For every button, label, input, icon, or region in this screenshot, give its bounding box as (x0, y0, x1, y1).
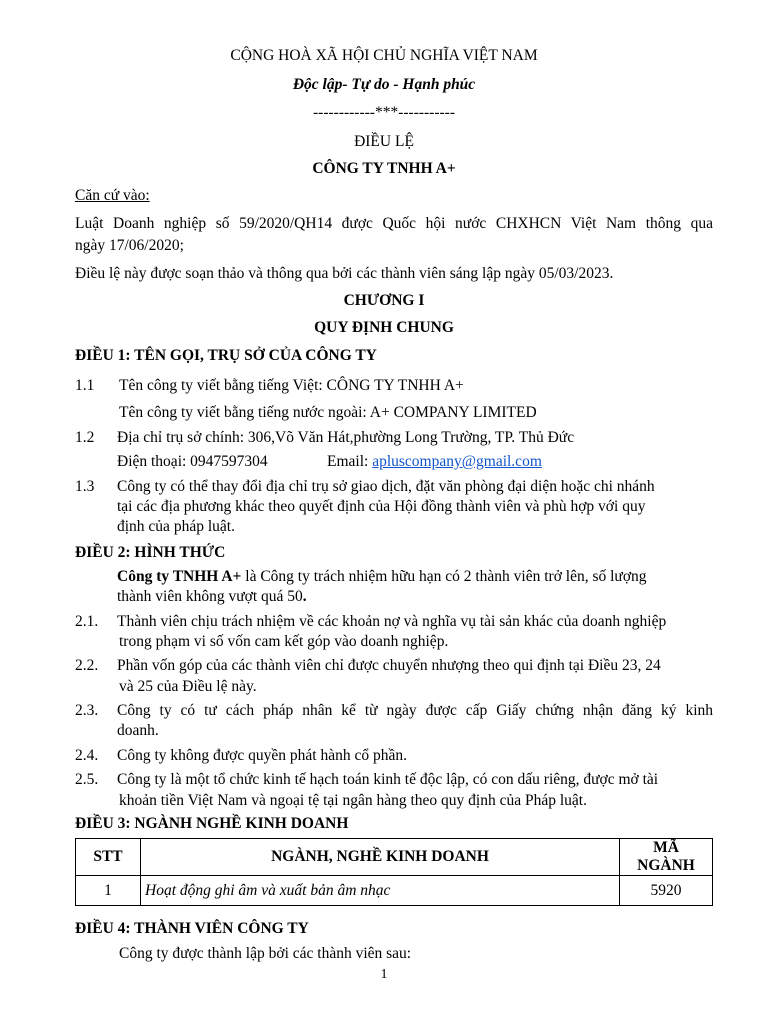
item-2-2-line1: Phần vốn góp của các thành viên chỉ được chuyển nhượng theo qui định tại Điều 23, 24 (117, 657, 661, 674)
article1-heading: ĐIỀU 1: TÊN GỌI, TRỤ SỞ CỦA CÔNG TY (75, 347, 377, 364)
table-header-row (76, 839, 713, 876)
article4-heading: ĐIỀU 4: THÀNH VIÊN CÔNG TY (75, 920, 309, 937)
separator: ------------***----------- (313, 104, 455, 121)
article2-intro-line1 (117, 567, 647, 587)
item-2-3-line1: Công ty có tư cách pháp nhân kể từ ngày được cấp Giấy chứng nhận đăng ký kinh (117, 702, 713, 719)
motto: Độc lập- Tự do - Hạnh phúc (292, 76, 476, 93)
national-title: CỘNG HOÀ XÃ HỘI CHỦ NGHĨA VIỆT NAM (230, 47, 538, 64)
article3-heading: ĐIỀU 3: NGÀNH NGHỀ KINH DOANH (75, 815, 349, 832)
email-link[interactable]: apluscompany@gmail.com (372, 453, 542, 470)
company-name-foreign: Tên công ty viết bằng tiếng nước ngoài: A+ COMPANY LIMITED (119, 404, 537, 421)
business-lines-table (75, 838, 713, 906)
column-header-business-line: NGÀNH, NGHỀ KINH DOANH (141, 839, 620, 876)
cell-business-line: Hoạt động ghi âm và xuất bản âm nhạc (141, 876, 620, 906)
adoption-statement: Điều lệ này được soạn thảo và thông qua bởi các thành viên sáng lập ngày 05/03/2023. (75, 265, 614, 282)
item-number-2-4: 2.4. (75, 747, 99, 764)
company-name-bold: Công ty TNHH A+ (117, 568, 242, 585)
chapter-number: CHƯƠNG I (343, 292, 425, 309)
item-number-1-1: 1.1 (75, 377, 95, 394)
article2-heading: ĐIỀU 2: HÌNH THỨC (75, 544, 226, 561)
law-reference-line2: ngày 17/06/2020; (75, 237, 184, 254)
document-title: ĐIỀU LỆ (354, 133, 414, 150)
item-number-2-5: 2.5. (75, 771, 99, 788)
article4-intro: Công ty được thành lập bởi các thành viên sau: (119, 945, 412, 962)
item-number-1-2: 1.2 (75, 429, 95, 446)
email-line (327, 452, 542, 472)
item-number-2-1: 2.1. (75, 613, 99, 630)
law-reference-line1: Luật Doanh nghiệp số 59/2020/QH14 được Quốc hội nước CHXHCN Việt Nam thông qua (75, 215, 713, 232)
address-change-line2: tại các địa phương khác theo quyết định của Hội đồng thành viên và phù hợp với quy (117, 498, 646, 515)
item-2-4-line1: Công ty không được quyền phát hành cổ phần. (117, 747, 407, 764)
item-number-2-3: 2.3. (75, 702, 99, 719)
cell-code: 5920 (620, 876, 713, 906)
page-number: 1 (380, 967, 388, 982)
article2-intro-line2-dot: . (302, 588, 307, 605)
article2-intro-line2 (117, 587, 307, 607)
column-header-stt: STT (76, 839, 141, 876)
item-2-1-line1: Thành viên chịu trách nhiệm về các khoản nợ và nghĩa vụ tài sản khác của doanh nghiệp (117, 613, 667, 630)
address-change-line1: Công ty có thể thay đổi địa chỉ trụ sở giao dịch, đặt văn phòng đại diện hoặc chi nhánh (117, 478, 655, 495)
item-2-1-line2: trong phạm vi số vốn cam kết góp vào doanh nghiệp. (119, 633, 449, 650)
basis-label: Căn cứ vào: (75, 187, 150, 204)
item-number-1-3: 1.3 (75, 478, 95, 495)
table-row (76, 876, 713, 906)
chapter-title: QUY ĐỊNH CHUNG (314, 319, 454, 336)
company-title: CÔNG TY TNHH A+ (312, 160, 456, 177)
cell-stt: 1 (76, 876, 141, 906)
item-2-3-line2: doanh. (117, 722, 159, 739)
email-label: Email: (327, 453, 373, 470)
column-header-code: MÃ NGÀNH (620, 839, 713, 876)
company-name-vietnamese: Tên công ty viết bằng tiếng Việt: CÔNG TY TNHH A+ (119, 377, 464, 394)
article2-intro-rest: là Công ty trách nhiệm hữu hạn có 2 thành viên trở lên, số lượng (241, 568, 647, 585)
item-2-5-line2: khoản tiền Việt Nam và ngoại tệ tại ngân hàng theo quy định của Pháp luật. (119, 792, 587, 809)
address-change-line3: định của pháp luật. (117, 518, 235, 535)
head-office-address: Địa chỉ trụ sở chính: 306,Võ Văn Hát,phường Long Trường, TP. Thủ Đức (117, 429, 575, 446)
item-number-2-2: 2.2. (75, 657, 99, 674)
item-2-2-line2: và 25 của Điều lệ này. (119, 678, 257, 695)
article2-intro-line2-text: thành viên không vượt quá 50 (117, 588, 303, 605)
phone-number: Điện thoại: 0947597304 (117, 453, 268, 470)
item-2-5-line1: Công ty là một tổ chức kinh tế hạch toán kinh tế độc lập, có con dấu riêng, được mở tài (117, 771, 659, 788)
